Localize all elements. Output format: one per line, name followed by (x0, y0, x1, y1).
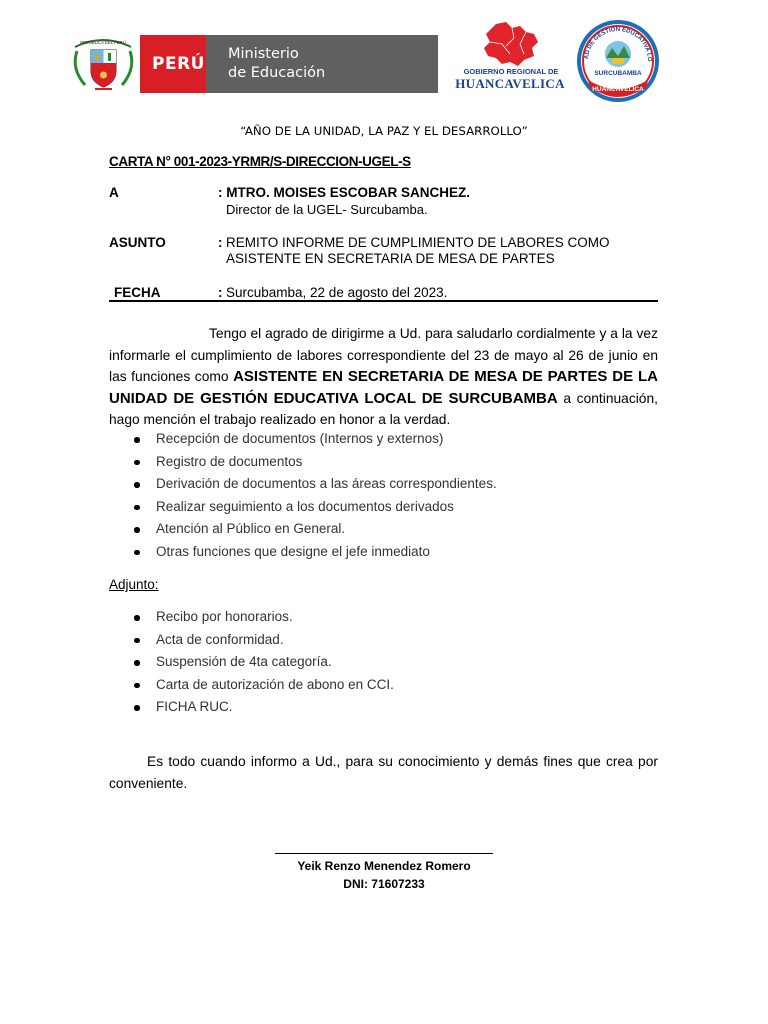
signer-dni: DNI: 71607233 (343, 877, 425, 891)
bullet-icon (134, 683, 140, 689)
date-value: Surcubamba, 22 de agosto del 2023. (226, 285, 448, 300)
body-part1: Tengo el agrado de dirigirme a Ud. para saludarlo cordialmente y a la vez informarle el cumplimiento de labores correspondiente del 23 de mayo al 26 de junio en las funciones como (109, 326, 658, 384)
to-value: : MTRO. MOISES ESCOBAR SANCHEZ. (218, 185, 471, 200)
signature-line (275, 853, 493, 854)
bullet-icon (134, 482, 140, 488)
tasks-list (0, 428, 497, 563)
to-label: A (109, 185, 119, 200)
date-colon: : (218, 285, 223, 300)
list-item: Acta de conformidad. (0, 629, 394, 652)
list-item: Recepción de documentos (Internos y externos) (0, 428, 497, 451)
peru-coat-of-arms-icon (67, 35, 140, 93)
body-part2: a continuación, hago mención el trabajo realizado en honor a la verdad. (109, 390, 658, 427)
ministry-line2: de Educación (228, 65, 326, 81)
list-item: Suspensión de 4ta categoría. (0, 651, 394, 674)
bullet-icon (134, 638, 140, 644)
list-item: Otras funciones que designe el jefe inmediato (0, 541, 497, 564)
bullet-icon (134, 460, 140, 466)
subject-line1: REMITO INFORME DE CUMPLIMIENTO DE LABORES COMO (226, 235, 610, 250)
list-item: Carta de autorización de abono en CCI. (0, 674, 394, 697)
regional-line2: HUANCAVELICA (455, 76, 565, 91)
list-item: Derivación de documentos a las áreas correspondientes. (0, 473, 497, 496)
regional-government-logo (448, 20, 572, 100)
list-item: Registro de documentos (0, 451, 497, 474)
bullet-icon (134, 705, 140, 711)
subject-line2: ASISTENTE EN SECRETARIA DE MESA DE PARTES (226, 251, 555, 266)
list-item: Recibo por honorarios. (0, 606, 394, 629)
header-divider (109, 300, 658, 302)
bullet-icon (134, 527, 140, 533)
body-bold: ASISTENTE EN SECRETARIA DE MESA DE PARTES DE LA UNIDAD DE GESTIÓN EDUCATIVA LOCAL DE SURCUBAMBA (109, 368, 658, 407)
ministry-name-box (206, 35, 438, 93)
closing-paragraph: Es todo cuando informo a Ud., para su conocimiento y demás fines que crea por conveniente. (109, 754, 658, 791)
body-paragraph (109, 323, 658, 431)
signer-name: Yeik Renzo Menendez Romero (297, 859, 471, 873)
bullet-icon (134, 505, 140, 511)
ugel-seal-logo (574, 18, 662, 104)
attachments-list (0, 606, 394, 719)
regional-line1: GOBIERNO REGIONAL DE (463, 67, 559, 76)
attachments-label: Adjunto: (109, 577, 159, 592)
subject-label: ASUNTO (109, 235, 166, 250)
bullet-icon (134, 615, 140, 621)
list-item: Realizar seguimiento a los documentos derivados (0, 496, 497, 519)
peru-brand-box (140, 35, 206, 93)
peru-label: PERÚ (152, 54, 205, 74)
minedu-logo (67, 35, 438, 93)
ministry-line1: Ministerio (228, 46, 299, 62)
seal-text-bottom: HUANCAVELICA (592, 86, 644, 93)
letter-number: CARTA N° 001-2023-YRMR/S-DIRECCION-UGEL-S (109, 154, 411, 169)
bullet-icon (134, 437, 140, 443)
year-motto: “AÑO DE LA UNIDAD, LA PAZ Y EL DESARROLLO” (240, 124, 528, 138)
list-item: FICHA RUC. (0, 696, 394, 719)
date-label: FECHA (114, 285, 161, 300)
bullet-icon (134, 660, 140, 666)
list-item: Atención al Público en General. (0, 518, 497, 541)
seal-text-arc: AD DE GESTIÓN EDUCATIVA LO (583, 26, 653, 62)
bullet-icon (134, 550, 140, 556)
escudo-text: REPÚBLICA DEL PERÚ (80, 40, 126, 45)
to-subtitle: Director de la UGEL- Surcubamba. (226, 202, 428, 217)
seal-text-center: SURCUBAMBA (594, 70, 642, 77)
subject-colon: : (218, 235, 223, 250)
huancavelica-map-icon (476, 20, 548, 68)
